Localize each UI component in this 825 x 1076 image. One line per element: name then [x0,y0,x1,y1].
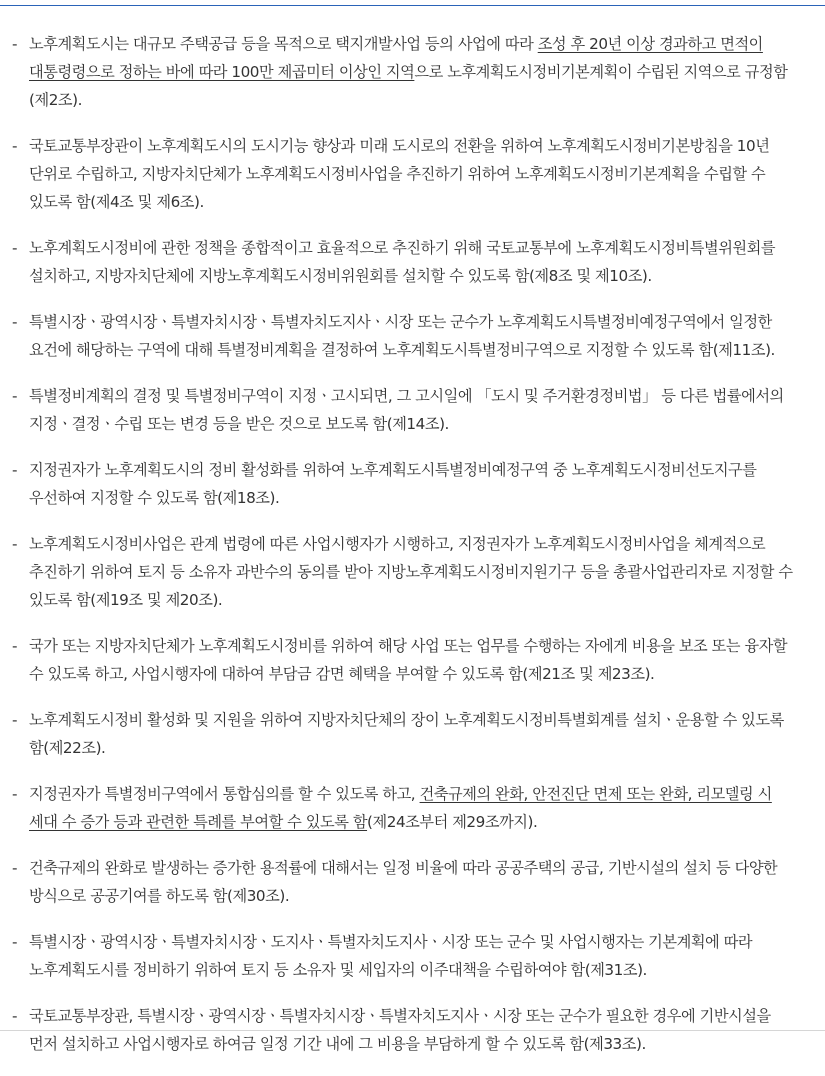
item-text: (제24조부터 제29조까지). [367,813,538,831]
dash-bullet: - [12,1007,18,1025]
item-text: 특별시장ㆍ광역시장ㆍ특별자치시장ㆍ특별자치도지사ㆍ시장 또는 군수가 노후계획도시특별정비예정구역에서 일정한 요건에 해당하는 구역에 대해 특별정비계획을 결정하여 노후계획도시특별정비구역으로 지정할 수 있도록 함(제11조). [29,313,775,359]
dash-bullet: - [12,137,18,155]
item-text: 특별정비계획의 결정 및 특별정비구역이 지정ㆍ고시되면, 그 고시일에 「도시 및 주거환경정비법」 등 다른 법률에서의 지정ㆍ결정ㆍ수립 또는 변경 등을 받은 것으로 보도록 함(제14조). [29,387,784,433]
item-text: 노후계획도시정비사업은 관계 법령에 따른 사업시행자가 시행하고, 지정권자가 노후계획도시정비사업을 체계적으로 추진하기 위하여 토지 등 소유자 과반수의 동의를 받아 지방노후계획도시정비지원기구 등을 총괄사업관리자로 지정할 수 있도록 함(제19조 및 제20조). [29,535,793,609]
list-item-article-4-6 [0,132,825,216]
item-text: 으로 노후계획도시정비기본계획이 수립된 지역으로 규정함(제2조). [29,63,788,109]
list-item-article-11 [0,308,825,364]
list-item-article-8-10 [0,234,825,290]
dash-bullet: - [12,535,18,553]
list-item-article-22 [0,706,825,762]
item-text: 지정권자가 노후계획도시의 정비 활성화를 위하여 노후계획도시특별정비예정구역 중 노후계획도시정비선도지구를 우선하여 지정할 수 있도록 함(제18조). [29,461,757,507]
item-text: 노후계획도시는 대규모 주택공급 등을 목적으로 택지개발사업 등의 사업에 따라 [29,35,538,53]
list-item-article-24-29 [0,780,825,836]
provision-list [0,30,825,1076]
list-item-article-30 [0,854,825,910]
list-item-article-2 [0,30,825,114]
dash-bullet: - [12,859,18,877]
list-item-article-18 [0,456,825,512]
item-text: 건축규제의 완화로 발생하는 증가한 용적률에 대해서는 일정 비율에 따라 공공주택의 공급, 기반시설의 설치 등 다양한 방식으로 공공기여를 하도록 함(제30조). [29,859,778,905]
dash-bullet: - [12,637,18,655]
dash-bullet: - [12,933,18,951]
underlined-text: 조성 후 20년 이상 경과하고 면적이 대통령령으로 정하는 바에 따라 100만 제곱미터 이상인 지역 [29,35,763,81]
list-item-article-21-23 [0,632,825,688]
item-text: 특별시장ㆍ광역시장ㆍ특별자치시장ㆍ도지사ㆍ특별자치도지사ㆍ시장 또는 군수 및 사업시행자는 기본계획에 따라 노후계획도시를 정비하기 위하여 토지 등 소유자 및 세입자의 이주대책을 수립하여야 함(제31조). [29,933,753,979]
list-item-article-19-20 [0,530,825,614]
item-text: 국토교통부장관이 노후계획도시의 도시기능 향상과 미래 도시로의 전환을 위하여 노후계획도시정비기본방침을 10년 단위로 수립하고, 지방자치단체가 노후계획도시정비사업을 추진하기 위하여 노후계획도시정비기본계획을 수립할 수 있도록 함(제4조 및 제6조). [29,137,770,211]
dash-bullet: - [12,239,18,257]
item-text: 노후계획도시정비 활성화 및 지원을 위하여 지방자치단체의 장이 노후계획도시정비특별회계를 설치ㆍ운용할 수 있도록 함(제22조). [29,711,784,757]
list-item-article-31 [0,928,825,984]
dash-bullet: - [12,461,18,479]
bottom-divider [0,1030,825,1031]
dash-bullet: - [12,711,18,729]
item-text: 국토교통부장관, 특별시장ㆍ광역시장ㆍ특별자치시장ㆍ특별자치도지사ㆍ시장 또는 군수가 필요한 경우에 기반시설을 먼저 설치하고 사업시행자로 하여금 일정 기간 내에 그 비용을 부담하게 할 수 있도록 함(제33조). [29,1007,771,1053]
top-divider [0,5,825,6]
dash-bullet: - [12,35,18,53]
item-text: 노후계획도시정비에 관한 정책을 종합적이고 효율적으로 추진하기 위해 국토교통부에 노후계획도시정비특별위원회를 설치하고, 지방자치단체에 지방노후계획도시정비위원회를 설치할 수 있도록 함(제8조 및 제10조). [29,239,776,285]
dash-bullet: - [12,313,18,331]
list-item-article-14 [0,382,825,438]
item-text: 국가 또는 지방자치단체가 노후계획도시정비를 위하여 해당 사업 또는 업무를 수행하는 자에게 비용을 보조 또는 융자할 수 있도록 하고, 사업시행자에 대하여 부담금 감면 혜택을 부여할 수 있도록 함(제21조 및 제23조). [29,637,788,683]
item-text: 지정권자가 특별정비구역에서 통합심의를 할 수 있도록 하고, [29,785,420,803]
dash-bullet: - [12,785,18,803]
dash-bullet: - [12,387,18,405]
underlined-text: 건축규제의 완화, 안전진단 면제 또는 완화, 리모델링 시 세대 수 증가 등과 관련한 특례를 부여할 수 있도록 함 [29,785,772,831]
